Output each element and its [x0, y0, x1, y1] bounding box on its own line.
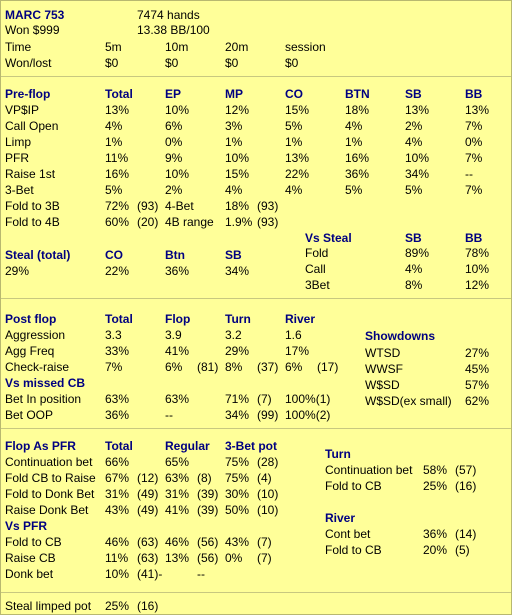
preflop-cell: 22%	[285, 167, 310, 181]
vs-steal-cell: 12%	[465, 278, 490, 292]
preflop-col-header: CO	[285, 87, 303, 101]
preflop-row-label: 3-Bet	[5, 183, 34, 197]
showdown-value: 62%	[465, 394, 490, 408]
vs-steal-cell: 10%	[465, 262, 490, 276]
flop-pfr-cell: 75%	[225, 471, 250, 485]
session-cell: session	[285, 40, 326, 54]
preflop-cell: 13%	[105, 103, 130, 117]
preflop-cell: 5%	[105, 183, 123, 197]
vs-pfr-cell: 11%	[105, 551, 129, 565]
check-raise-count: (37)	[257, 360, 279, 374]
steal-cell: 29%	[5, 264, 30, 278]
preflop-cell: 0%	[465, 135, 483, 149]
four-bet-range-label: 4B range	[165, 215, 214, 229]
postflop-row-label: Agg Freq	[5, 344, 55, 358]
showdown-label: W$SD	[365, 378, 400, 392]
four-bet-label: 4-Bet	[165, 199, 194, 213]
steal-cell: 22%	[105, 264, 130, 278]
session-cell: 10m	[165, 40, 189, 54]
turn-cell: 58%	[423, 463, 448, 477]
four-bet-value: 18%	[225, 199, 250, 213]
postflop-col-header: Turn	[225, 312, 251, 326]
session-cell: $0	[165, 56, 179, 70]
preflop-cell: 9%	[165, 151, 183, 165]
preflop-cell: 7%	[465, 183, 483, 197]
four-bet-count: (93)	[257, 199, 279, 213]
preflop-cell: 5%	[405, 183, 423, 197]
vs-pfr-cell: 43%	[225, 535, 250, 549]
preflop-col-header: Total	[105, 87, 133, 101]
section-divider	[1, 592, 511, 593]
postflop-cell: 3.2	[225, 328, 242, 342]
vs-pfr-count: (63)	[137, 535, 159, 549]
check-raise-cell: 6%	[165, 360, 183, 374]
showdown-label: WTSD	[365, 346, 401, 360]
donk-bet-cell: --	[197, 567, 205, 581]
turn-count: (16)	[455, 479, 477, 493]
missed-cb-cell: 34%	[225, 408, 250, 422]
preflop-cell: 15%	[225, 167, 250, 181]
check-raise-count: (17)	[317, 360, 339, 374]
section-divider	[1, 76, 511, 77]
preflop-cell: 34%	[405, 167, 430, 181]
missed-cb-cell: --	[165, 408, 173, 422]
preflop-cell: 1%	[105, 135, 123, 149]
river-cell: 20%	[423, 543, 448, 557]
flop-pfr-count: (8)	[197, 471, 212, 485]
vs-pfr-row-label: Fold to CB	[5, 535, 62, 549]
steal-col-header: CO	[105, 248, 123, 262]
hands-count: 7474 hands	[137, 8, 200, 22]
flop-pfr-cell: 50%	[225, 503, 250, 517]
four-bet-range-value: 1.9%	[225, 215, 253, 229]
flop-pfr-row-label: Fold CB to Raise	[5, 471, 96, 485]
postflop-col-header: Total	[105, 312, 133, 326]
postflop-cell: 3.3	[105, 328, 122, 342]
flop-pfr-count: (49)	[137, 503, 159, 517]
preflop-cell: 7%	[465, 119, 483, 133]
section-divider	[1, 298, 511, 299]
preflop-cell: 4%	[345, 119, 363, 133]
vs-pfr-cell: 46%	[105, 535, 130, 549]
vs-steal-cell: 8%	[405, 278, 423, 292]
vs-pfr-count: (56)	[197, 535, 219, 549]
session-cell: 5m	[105, 40, 122, 54]
vs-steal-cell: 89%	[405, 246, 430, 260]
preflop-cell: 1%	[225, 135, 243, 149]
fold-4bet-label: Fold to 4B	[5, 215, 60, 229]
preflop-cell: 4%	[405, 135, 423, 149]
vs-pfr-title: Vs PFR	[5, 519, 48, 533]
postflop-cell: 41%	[165, 344, 190, 358]
preflop-col-header: EP	[165, 87, 182, 101]
river-count: (5)	[455, 543, 470, 557]
missed-cb-cell: 100%(1)	[285, 392, 331, 406]
preflop-cell: 10%	[405, 151, 430, 165]
steal-cell: 36%	[165, 264, 190, 278]
flop-pfr-row-label: Continuation bet	[5, 455, 93, 469]
vs-pfr-count: (56)	[197, 551, 219, 565]
section-divider	[1, 428, 511, 429]
vs-steal-col-header: SB	[405, 231, 422, 245]
showdown-value: 45%	[465, 362, 490, 376]
postflop-col-header: River	[285, 312, 316, 326]
flop-pfr-cell: 30%	[225, 487, 250, 501]
steal-cell: 34%	[225, 264, 250, 278]
preflop-cell: 16%	[105, 167, 130, 181]
flop-pfr-count: (39)	[197, 503, 219, 517]
missed-cb-row-label: Bet OOP	[5, 408, 54, 422]
showdowns-title: Showdowns	[365, 329, 435, 343]
preflop-cell: 10%	[165, 103, 190, 117]
showdown-value: 57%	[465, 378, 490, 392]
preflop-col-header: BB	[465, 87, 483, 101]
vs-steal-row-label: 3Bet	[305, 278, 330, 292]
preflop-col-header: SB	[405, 87, 422, 101]
river-row-label: Fold to CB	[325, 543, 382, 557]
vs-pfr-count: (63)	[137, 551, 159, 565]
preflop-row-label: VP$IP	[5, 103, 40, 117]
fold-4bet-count: (20)	[137, 215, 159, 229]
preflop-cell: 2%	[165, 183, 183, 197]
preflop-cell: 4%	[105, 119, 123, 133]
preflop-cell: 5%	[345, 183, 363, 197]
preflop-cell: 18%	[345, 103, 370, 117]
session-label: Won/lost	[5, 56, 52, 70]
missed-cb-cell: 63%	[165, 392, 190, 406]
flop-pfr-col-header: 3-Bet pot	[225, 439, 277, 453]
check-raise-cell: 6%	[285, 360, 303, 374]
turn-cell: 25%	[423, 479, 448, 493]
preflop-cell: 7%	[465, 151, 483, 165]
flop-pfr-count: (28)	[257, 455, 279, 469]
steal-title: Steal (total)	[5, 248, 71, 262]
preflop-row-label: PFR	[5, 151, 29, 165]
missed-cb-cell: 100%(2)	[285, 408, 331, 422]
flop-pfr-cell: 31%	[165, 487, 190, 501]
vs-pfr-row-label: Raise CB	[5, 551, 56, 565]
flop-pfr-count: (49)	[137, 487, 159, 501]
session-cell: $0	[285, 56, 299, 70]
preflop-cell: 13%	[465, 103, 490, 117]
won-amount: Won $999	[5, 23, 60, 37]
player-name: MARC 753	[5, 8, 65, 22]
check-raise-cell: 8%	[225, 360, 243, 374]
turn-row-label: Continuation bet	[325, 463, 413, 477]
preflop-cell: 13%	[405, 103, 430, 117]
missed-cb-cell: 36%	[105, 408, 130, 422]
preflop-col-header: MP	[225, 87, 243, 101]
preflop-col-header: BTN	[345, 87, 370, 101]
preflop-cell: 12%	[225, 103, 250, 117]
vs-pfr-count: (7)	[257, 551, 272, 565]
preflop-cell: 2%	[405, 119, 423, 133]
flop-pfr-count: (10)	[257, 487, 279, 501]
river-title: River	[325, 511, 356, 525]
session-label: Time	[5, 40, 32, 54]
flop-pfr-cell: 66%	[105, 455, 130, 469]
river-cell: 36%	[423, 527, 448, 541]
fold-3bet-label: Fold to 3B	[5, 199, 60, 213]
postflop-cell: 1.6	[285, 328, 302, 342]
vs-pfr-cell: 13%	[165, 551, 190, 565]
flop-pfr-col-header: Total	[105, 439, 133, 453]
preflop-cell: 1%	[345, 135, 363, 149]
vs-steal-cell: 78%	[465, 246, 490, 260]
flop-pfr-cell: 65%	[165, 455, 190, 469]
vs-steal-cell: 4%	[405, 262, 423, 276]
missed-cb-cell: 63%	[105, 392, 130, 406]
steal-col-header: SB	[225, 248, 242, 262]
steal-limped-count: (16)	[137, 599, 159, 613]
preflop-cell: 5%	[285, 119, 303, 133]
preflop-cell: 0%	[165, 135, 183, 149]
fold-3bet-count: (93)	[137, 199, 159, 213]
preflop-cell: 15%	[285, 103, 310, 117]
fold-3bet-value: 72%	[105, 199, 130, 213]
preflop-row-label: Raise 1st	[5, 167, 56, 181]
preflop-cell: 3%	[225, 119, 243, 133]
steal-limped-label: Steal limped pot	[5, 599, 92, 613]
donk-bet-value: 10%	[105, 567, 130, 581]
postflop-cell: 33%	[105, 344, 130, 358]
preflop-cell: 4%	[225, 183, 243, 197]
fold-4bet-value: 60%	[105, 215, 130, 229]
postflop-col-header: Flop	[165, 312, 191, 326]
flop-pfr-cell: 41%	[165, 503, 190, 517]
preflop-cell: 16%	[345, 151, 370, 165]
flop-pfr-row-label: Raise Donk Bet	[5, 503, 89, 517]
four-bet-range-count: (93)	[257, 215, 279, 229]
showdown-label: WWSF	[365, 362, 403, 376]
river-row-label: Cont bet	[325, 527, 371, 541]
postflop-title: Post flop	[5, 312, 57, 326]
check-raise-cell: 7%	[105, 360, 123, 374]
missed-cb-title: Vs missed CB	[5, 376, 86, 390]
preflop-cell: 6%	[165, 119, 183, 133]
session-cell: $0	[105, 56, 119, 70]
preflop-row-label: Call Open	[5, 119, 59, 133]
flop-pfr-row-label: Fold to Donk Bet	[5, 487, 95, 501]
donk-bet-count: (41)-	[137, 567, 163, 581]
turn-title: Turn	[325, 447, 351, 461]
vs-steal-col-header: BB	[465, 231, 483, 245]
check-raise-label: Check-raise	[5, 360, 70, 374]
preflop-title: Pre-flop	[5, 87, 51, 101]
showdown-value: 27%	[465, 346, 490, 360]
flop-pfr-count: (39)	[197, 487, 219, 501]
flop-pfr-count: (4)	[257, 471, 272, 485]
showdown-label: W$SD(ex small)	[365, 394, 452, 408]
turn-row-label: Fold to CB	[325, 479, 382, 493]
preflop-cell: 1%	[285, 135, 303, 149]
steal-limped-value: 25%	[105, 599, 130, 613]
postflop-cell: 3.9	[165, 328, 182, 342]
vs-pfr-cell: 46%	[165, 535, 190, 549]
turn-count: (57)	[455, 463, 477, 477]
donk-bet-label: Donk bet	[5, 567, 54, 581]
river-count: (14)	[455, 527, 477, 541]
flop-pfr-col-header: Regular	[165, 439, 210, 453]
preflop-cell: 10%	[165, 167, 190, 181]
missed-cb-row-label: Bet In position	[5, 392, 82, 406]
preflop-cell: 11%	[105, 151, 129, 165]
missed-cb-count: (99)	[257, 408, 279, 422]
check-raise-count: (81)	[197, 360, 219, 374]
steal-col-header: Btn	[165, 248, 185, 262]
postflop-row-label: Aggression	[5, 328, 66, 342]
vs-steal-title: Vs Steal	[305, 231, 352, 245]
session-cell: 20m	[225, 40, 249, 54]
flop-pfr-cell: 31%	[105, 487, 130, 501]
postflop-cell: 29%	[225, 344, 250, 358]
flop-pfr-count: (12)	[137, 471, 159, 485]
flop-pfr-cell: 63%	[165, 471, 190, 485]
preflop-cell: 10%	[225, 151, 250, 165]
preflop-cell: 4%	[285, 183, 303, 197]
missed-cb-count: (7)	[257, 392, 272, 406]
flop-pfr-cell: 67%	[105, 471, 130, 485]
preflop-cell: 36%	[345, 167, 370, 181]
missed-cb-cell: 71%	[225, 392, 250, 406]
preflop-cell: --	[465, 167, 473, 181]
preflop-row-label: Limp	[5, 135, 32, 149]
session-cell: $0	[225, 56, 239, 70]
bb-per-100: 13.38 BB/100	[137, 23, 210, 37]
flop-pfr-count: (10)	[257, 503, 279, 517]
preflop-cell: 13%	[285, 151, 310, 165]
vs-pfr-count: (7)	[257, 535, 272, 549]
vs-steal-row-label: Call	[305, 262, 326, 276]
vs-pfr-cell: 0%	[225, 551, 243, 565]
postflop-cell: 17%	[285, 344, 310, 358]
flop-pfr-title: Flop As PFR	[5, 439, 76, 453]
vs-steal-row-label: Fold	[305, 246, 329, 260]
flop-pfr-cell: 75%	[225, 455, 250, 469]
flop-pfr-cell: 43%	[105, 503, 130, 517]
